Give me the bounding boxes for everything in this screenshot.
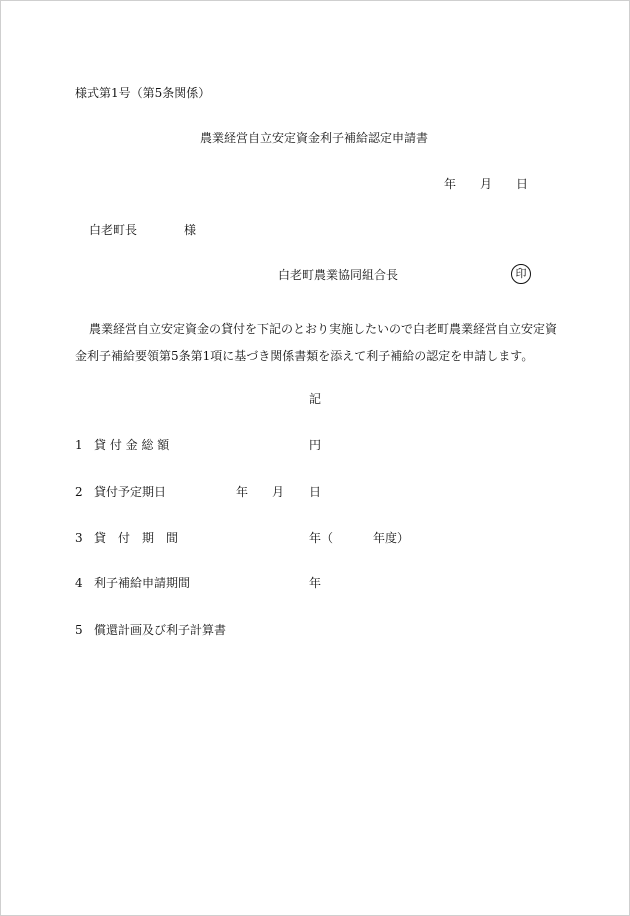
item-2-year: 年 <box>236 485 249 499</box>
item-5-number: 5 <box>75 623 83 637</box>
item-1-label: 貸 付 金 総 額 <box>94 438 170 452</box>
body-text-line-2: 金利子補給要領第5条第1項に基づき関係書類を添えて利子補給の認定を申請します。 <box>75 349 534 363</box>
addressee-name: 白老町長 <box>89 223 138 237</box>
applicant-name: 白老町農業協同組合長 <box>278 268 399 282</box>
item-4-number: 4 <box>75 576 83 590</box>
item-3-number: 3 <box>75 531 83 545</box>
item-4-unit: 年 <box>309 576 322 590</box>
item-3-unit-years: 年（ <box>309 531 334 545</box>
item-2-month: 月 <box>272 485 285 499</box>
item-2-number: 2 <box>75 485 83 499</box>
ki-heading: 記 <box>309 392 322 406</box>
item-3-unit-fiscal-year: 年度） <box>373 531 410 545</box>
seal-stamp-mark: 印 <box>511 264 531 284</box>
date-month: 月 <box>480 177 493 191</box>
item-2-day: 日 <box>309 485 322 499</box>
item-2-label: 貸付予定期日 <box>94 485 167 499</box>
body-text-line-1: 農業経営自立安定資金の貸付を下記のとおり実施したいので白老町農業経営自立安定資 <box>89 322 558 336</box>
item-5-label: 償還計画及び利子計算書 <box>94 623 227 637</box>
date-day: 日 <box>516 177 529 191</box>
document-title: 農業経営自立安定資金利子補給認定申請書 <box>200 131 429 145</box>
item-4-label: 利子補給申請期間 <box>94 576 191 590</box>
date-year: 年 <box>444 177 457 191</box>
item-3-label: 貸 付 期 間 <box>94 531 179 545</box>
item-1-unit: 円 <box>309 438 322 452</box>
form-number: 様式第1号（第5条関係） <box>75 86 211 100</box>
addressee-honorific: 様 <box>184 223 197 237</box>
item-1-number: 1 <box>75 438 83 452</box>
